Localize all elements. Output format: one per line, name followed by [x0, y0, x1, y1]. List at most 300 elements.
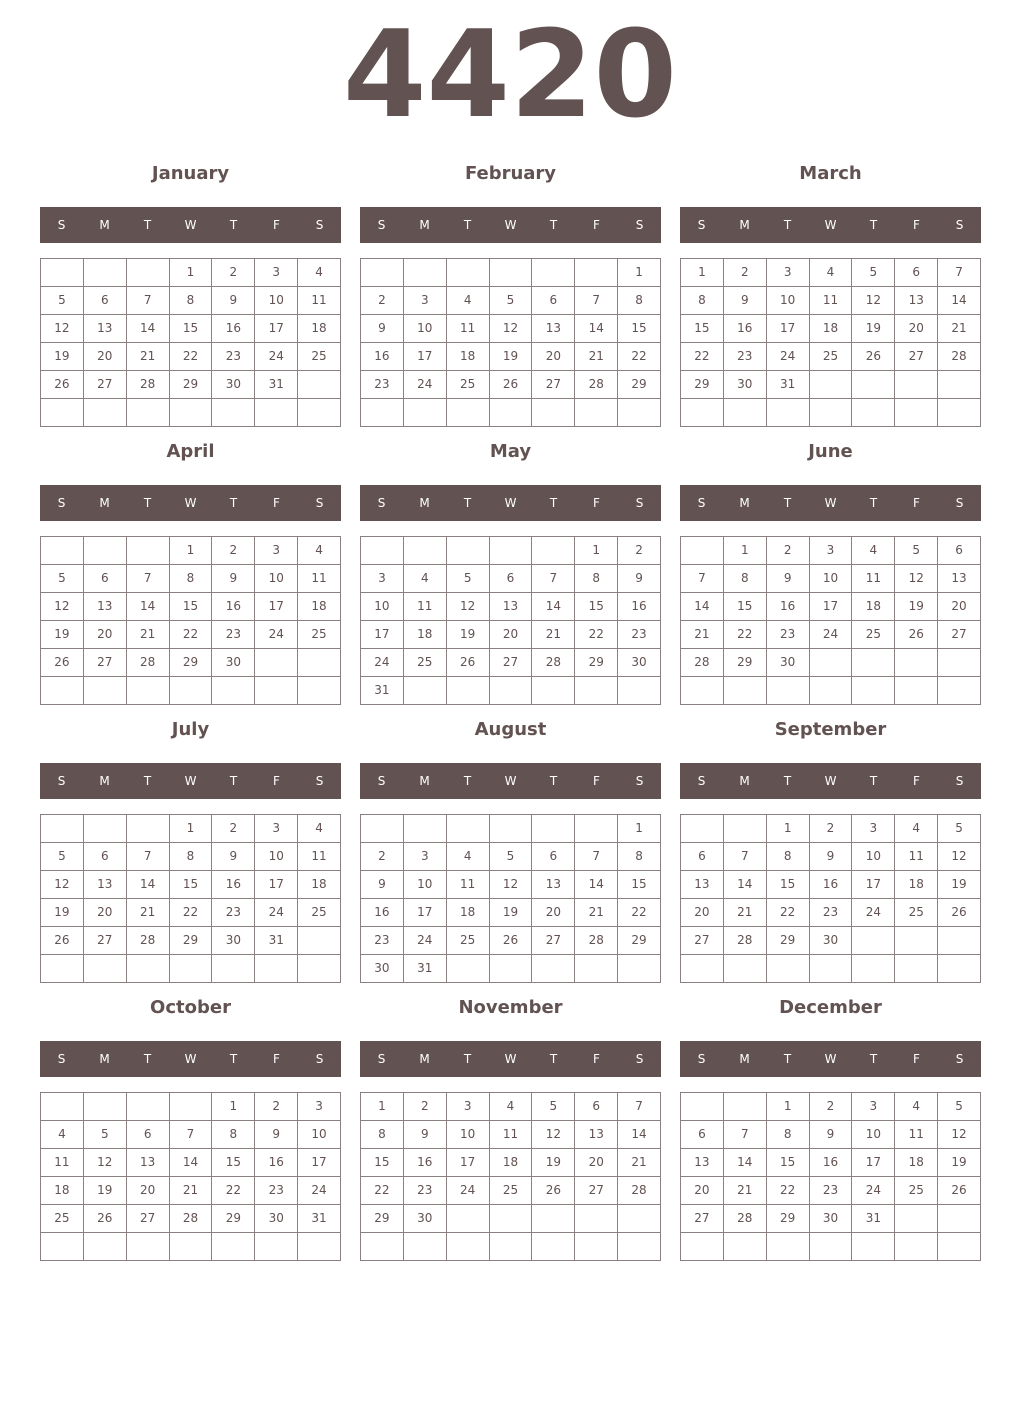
- day-cell: 30: [212, 927, 255, 955]
- weekday-label: M: [739, 774, 750, 788]
- day-cell: 1: [170, 815, 213, 843]
- day-cell: 7: [724, 843, 767, 871]
- day-cell: 19: [938, 1149, 981, 1177]
- day-cell: [127, 1093, 170, 1121]
- day-cell: 16: [212, 593, 255, 621]
- day-cell: [298, 955, 341, 983]
- day-cell: [41, 955, 84, 983]
- day-cell: 12: [41, 315, 84, 343]
- day-cell: 9: [810, 1121, 853, 1149]
- day-cell: 28: [170, 1205, 213, 1233]
- day-cell: [767, 677, 810, 705]
- day-cell: 3: [852, 815, 895, 843]
- day-cell: [212, 677, 255, 705]
- day-cell: 10: [255, 565, 298, 593]
- day-cell: 7: [575, 843, 618, 871]
- day-cell: 28: [127, 927, 170, 955]
- day-cell: [84, 955, 127, 983]
- day-cell: [41, 677, 84, 705]
- day-cell: 9: [212, 565, 255, 593]
- weekday-header: [680, 1041, 981, 1077]
- day-cell: 18: [298, 315, 341, 343]
- day-cell: 22: [618, 899, 661, 927]
- day-cell: [490, 399, 533, 427]
- day-cell: 2: [212, 259, 255, 287]
- day-cell: 19: [41, 343, 84, 371]
- day-cell: 14: [575, 315, 618, 343]
- day-cell: 23: [212, 343, 255, 371]
- day-cell: [681, 677, 724, 705]
- weekday-label: S: [955, 1052, 964, 1066]
- weekday-header: [40, 485, 341, 521]
- day-cell: [810, 677, 853, 705]
- day-cell: 29: [618, 371, 661, 399]
- day-cell: 30: [255, 1205, 298, 1233]
- weekday-label: W: [184, 218, 197, 232]
- weekday-label: T: [463, 774, 472, 788]
- day-cell: [127, 259, 170, 287]
- day-cell: [895, 1205, 938, 1233]
- day-cell: 13: [681, 1149, 724, 1177]
- day-cell: 18: [810, 315, 853, 343]
- weekday-label: S: [697, 218, 706, 232]
- day-cell: 23: [212, 899, 255, 927]
- day-cell: 19: [447, 621, 490, 649]
- day-cell: [41, 537, 84, 565]
- day-cell: 23: [724, 343, 767, 371]
- month-title: November: [458, 997, 563, 1018]
- day-cell: 26: [938, 899, 981, 927]
- day-cell: [361, 1233, 404, 1261]
- day-cell: 4: [404, 565, 447, 593]
- day-cell: 11: [895, 1121, 938, 1149]
- day-cell: 14: [170, 1149, 213, 1177]
- day-cell: [41, 259, 84, 287]
- day-cell: [404, 1233, 447, 1261]
- day-cell: [84, 1093, 127, 1121]
- day-cell: 30: [810, 1205, 853, 1233]
- day-cell: [852, 1233, 895, 1261]
- weekday-label: W: [824, 1052, 837, 1066]
- day-cell: 10: [810, 565, 853, 593]
- weekday-label: M: [739, 218, 750, 232]
- day-cell: 18: [490, 1149, 533, 1177]
- day-cell: 21: [724, 1177, 767, 1205]
- day-cell: 25: [298, 621, 341, 649]
- day-cell: 28: [575, 371, 618, 399]
- day-cell: [938, 649, 981, 677]
- day-cell: 12: [895, 565, 938, 593]
- day-cell: 28: [938, 343, 981, 371]
- day-cell: 13: [938, 565, 981, 593]
- weekday-label: T: [549, 774, 558, 788]
- weekday-label: S: [955, 496, 964, 510]
- day-cell: [532, 259, 575, 287]
- day-cell: 18: [852, 593, 895, 621]
- day-cell: [575, 399, 618, 427]
- day-cell: [938, 1205, 981, 1233]
- day-cell: [724, 815, 767, 843]
- day-cell: [41, 1233, 84, 1261]
- day-cell: 6: [938, 537, 981, 565]
- day-cell: 3: [404, 287, 447, 315]
- day-cell: 5: [532, 1093, 575, 1121]
- day-cell: [361, 259, 404, 287]
- day-cell: [895, 371, 938, 399]
- day-cell: [618, 955, 661, 983]
- day-cell: 9: [361, 315, 404, 343]
- day-cell: 10: [852, 843, 895, 871]
- day-cell: 2: [404, 1093, 447, 1121]
- day-cell: 17: [404, 343, 447, 371]
- day-cell: 27: [84, 927, 127, 955]
- day-cell: 27: [84, 649, 127, 677]
- day-cell: 24: [404, 371, 447, 399]
- day-cell: [938, 677, 981, 705]
- weekday-label: T: [229, 496, 238, 510]
- day-cell: 15: [767, 1149, 810, 1177]
- day-cell: 14: [724, 871, 767, 899]
- day-cell: 25: [41, 1205, 84, 1233]
- day-cell: 11: [447, 315, 490, 343]
- day-cell: 24: [404, 927, 447, 955]
- day-cell: 13: [895, 287, 938, 315]
- day-cell: 25: [298, 899, 341, 927]
- day-cell: 4: [852, 537, 895, 565]
- day-cell: 26: [41, 649, 84, 677]
- day-cell: 30: [212, 371, 255, 399]
- day-cell: 30: [361, 955, 404, 983]
- day-cell: 17: [447, 1149, 490, 1177]
- day-cell: 18: [298, 871, 341, 899]
- day-cell: 3: [810, 537, 853, 565]
- day-cell: 12: [84, 1149, 127, 1177]
- day-cell: 16: [361, 343, 404, 371]
- weekday-label: S: [315, 1052, 324, 1066]
- day-cell: 17: [298, 1149, 341, 1177]
- day-cell: [361, 399, 404, 427]
- weekday-header: [40, 1041, 341, 1077]
- day-cell: 4: [41, 1121, 84, 1149]
- day-cell: 30: [404, 1205, 447, 1233]
- day-cell: 10: [298, 1121, 341, 1149]
- day-cell: 8: [767, 1121, 810, 1149]
- weekday-label: W: [504, 496, 517, 510]
- day-cell: 22: [767, 899, 810, 927]
- month-september: [680, 718, 981, 988]
- day-cell: 29: [212, 1205, 255, 1233]
- day-cell: [447, 399, 490, 427]
- day-cell: [575, 1205, 618, 1233]
- month-june: [680, 440, 981, 710]
- day-cell: [724, 399, 767, 427]
- day-cell: [532, 537, 575, 565]
- day-cell: 26: [852, 343, 895, 371]
- day-cell: 25: [852, 621, 895, 649]
- day-cell: 26: [447, 649, 490, 677]
- month-title: July: [171, 719, 210, 740]
- day-cell: 19: [41, 899, 84, 927]
- day-cell: 19: [84, 1177, 127, 1205]
- day-cell: 12: [490, 315, 533, 343]
- day-cell: [681, 399, 724, 427]
- day-cell: 24: [852, 1177, 895, 1205]
- day-cell: 29: [681, 371, 724, 399]
- day-cell: 17: [361, 621, 404, 649]
- day-cell: 17: [767, 315, 810, 343]
- day-cell: 3: [255, 537, 298, 565]
- weekday-label: W: [184, 1052, 197, 1066]
- day-cell: [127, 677, 170, 705]
- day-cell: 24: [810, 621, 853, 649]
- day-cell: [938, 927, 981, 955]
- weekday-label: F: [593, 1052, 600, 1066]
- day-cell: 22: [618, 343, 661, 371]
- day-cell: 15: [212, 1149, 255, 1177]
- day-cell: [404, 677, 447, 705]
- day-cell: 16: [767, 593, 810, 621]
- weekday-label: S: [955, 774, 964, 788]
- day-cell: 19: [490, 343, 533, 371]
- day-cell: [767, 955, 810, 983]
- day-cell: 23: [767, 621, 810, 649]
- weekday-label: T: [549, 496, 558, 510]
- day-cell: 17: [852, 871, 895, 899]
- day-cell: 30: [212, 649, 255, 677]
- day-cell: 27: [938, 621, 981, 649]
- day-cell: [895, 649, 938, 677]
- day-cell: [84, 259, 127, 287]
- day-cell: 5: [938, 1093, 981, 1121]
- day-cell: 16: [810, 1149, 853, 1177]
- day-cell: 29: [170, 649, 213, 677]
- month-january: [40, 162, 341, 432]
- day-cell: 11: [895, 843, 938, 871]
- day-cell: 15: [618, 871, 661, 899]
- day-cell: 27: [127, 1205, 170, 1233]
- day-cell: 1: [767, 1093, 810, 1121]
- weekday-label: F: [913, 774, 920, 788]
- day-cell: 23: [618, 621, 661, 649]
- day-cell: 20: [127, 1177, 170, 1205]
- day-cell: 1: [575, 537, 618, 565]
- day-cell: [575, 259, 618, 287]
- day-cell: [212, 399, 255, 427]
- day-cell: [532, 955, 575, 983]
- day-cell: 14: [575, 871, 618, 899]
- day-cell: 12: [532, 1121, 575, 1149]
- day-cell: 3: [404, 843, 447, 871]
- day-cell: 19: [895, 593, 938, 621]
- day-cell: [490, 1205, 533, 1233]
- day-cell: [852, 677, 895, 705]
- day-cell: 13: [532, 315, 575, 343]
- day-cell: 3: [767, 259, 810, 287]
- day-cell: 20: [681, 1177, 724, 1205]
- day-cell: 23: [810, 1177, 853, 1205]
- day-cell: 1: [361, 1093, 404, 1121]
- day-cell: 8: [575, 565, 618, 593]
- day-cell: [767, 1233, 810, 1261]
- day-cell: [895, 1233, 938, 1261]
- day-cell: 27: [532, 927, 575, 955]
- weekday-label: F: [913, 218, 920, 232]
- day-cell: 24: [298, 1177, 341, 1205]
- weekday-label: F: [273, 218, 280, 232]
- day-cell: 9: [404, 1121, 447, 1149]
- day-cell: 1: [170, 259, 213, 287]
- day-cell: [618, 1233, 661, 1261]
- day-cell: [255, 955, 298, 983]
- day-cell: 17: [810, 593, 853, 621]
- day-cell: 21: [170, 1177, 213, 1205]
- day-cell: [490, 259, 533, 287]
- day-cell: 1: [724, 537, 767, 565]
- weekday-label: M: [99, 1052, 110, 1066]
- weekday-label: M: [739, 496, 750, 510]
- day-cell: 18: [41, 1177, 84, 1205]
- day-cell: [532, 1205, 575, 1233]
- weekday-label: M: [99, 218, 110, 232]
- weekday-label: F: [913, 496, 920, 510]
- day-cell: 29: [724, 649, 767, 677]
- day-cell: 12: [490, 871, 533, 899]
- day-cell: [724, 677, 767, 705]
- weekday-label: T: [463, 218, 472, 232]
- day-cell: 22: [724, 621, 767, 649]
- day-cell: 15: [170, 871, 213, 899]
- day-cell: [170, 955, 213, 983]
- day-cell: [852, 927, 895, 955]
- day-cell: [490, 1233, 533, 1261]
- day-cell: [532, 677, 575, 705]
- day-cell: [298, 399, 341, 427]
- weekday-label: W: [184, 774, 197, 788]
- day-cell: 20: [681, 899, 724, 927]
- month-title: December: [779, 997, 882, 1018]
- day-cell: 13: [84, 593, 127, 621]
- day-cell: [127, 537, 170, 565]
- day-cell: 4: [447, 843, 490, 871]
- day-cell: 30: [618, 649, 661, 677]
- day-cell: 18: [895, 871, 938, 899]
- day-cell: 22: [170, 343, 213, 371]
- day-cell: [447, 1233, 490, 1261]
- day-grid: [360, 536, 661, 705]
- day-cell: 31: [767, 371, 810, 399]
- day-cell: 18: [447, 343, 490, 371]
- month-title: August: [474, 719, 547, 740]
- day-cell: 9: [618, 565, 661, 593]
- day-cell: 30: [767, 649, 810, 677]
- day-cell: 7: [618, 1093, 661, 1121]
- month-title: September: [774, 719, 887, 740]
- day-cell: [938, 371, 981, 399]
- month-may: [360, 440, 661, 710]
- day-cell: 27: [84, 371, 127, 399]
- weekday-label: F: [593, 774, 600, 788]
- day-cell: 6: [681, 843, 724, 871]
- day-cell: [810, 371, 853, 399]
- day-cell: 25: [895, 899, 938, 927]
- day-cell: 24: [767, 343, 810, 371]
- day-cell: 3: [298, 1093, 341, 1121]
- day-cell: 9: [212, 287, 255, 315]
- weekday-label: S: [377, 496, 386, 510]
- day-cell: 13: [127, 1149, 170, 1177]
- weekday-label: F: [273, 496, 280, 510]
- day-cell: [404, 815, 447, 843]
- weekday-label: T: [783, 1052, 792, 1066]
- day-cell: 31: [255, 371, 298, 399]
- weekday-label: W: [824, 218, 837, 232]
- day-cell: 29: [618, 927, 661, 955]
- day-grid: [360, 258, 661, 427]
- day-cell: 10: [255, 843, 298, 871]
- day-cell: 8: [212, 1121, 255, 1149]
- day-cell: 31: [852, 1205, 895, 1233]
- day-cell: 6: [575, 1093, 618, 1121]
- day-cell: [938, 955, 981, 983]
- day-cell: 27: [490, 649, 533, 677]
- day-cell: 27: [681, 1205, 724, 1233]
- day-cell: 30: [810, 927, 853, 955]
- day-cell: [298, 927, 341, 955]
- month-title: January: [151, 163, 230, 184]
- day-grid: [40, 536, 341, 705]
- weekday-label: F: [273, 774, 280, 788]
- day-cell: 15: [681, 315, 724, 343]
- day-cell: [575, 1233, 618, 1261]
- weekday-label: T: [869, 1052, 878, 1066]
- day-cell: 25: [810, 343, 853, 371]
- day-cell: [724, 1233, 767, 1261]
- weekday-label: S: [57, 774, 66, 788]
- day-cell: 20: [84, 343, 127, 371]
- day-grid: [40, 1092, 341, 1261]
- day-cell: 18: [404, 621, 447, 649]
- day-cell: 6: [84, 565, 127, 593]
- day-cell: 20: [532, 899, 575, 927]
- weekday-label: S: [635, 774, 644, 788]
- day-cell: 7: [532, 565, 575, 593]
- day-cell: 31: [361, 677, 404, 705]
- day-cell: [127, 399, 170, 427]
- day-cell: [170, 1233, 213, 1261]
- day-cell: 18: [447, 899, 490, 927]
- day-cell: 2: [361, 843, 404, 871]
- weekday-label: T: [869, 496, 878, 510]
- day-cell: [852, 955, 895, 983]
- weekday-label: T: [783, 496, 792, 510]
- day-cell: [212, 955, 255, 983]
- day-cell: 21: [724, 899, 767, 927]
- day-cell: 20: [84, 899, 127, 927]
- day-cell: [938, 399, 981, 427]
- day-cell: 16: [212, 315, 255, 343]
- weekday-label: T: [549, 1052, 558, 1066]
- weekday-label: M: [739, 1052, 750, 1066]
- day-cell: 20: [938, 593, 981, 621]
- day-cell: 22: [575, 621, 618, 649]
- weekday-label: T: [783, 218, 792, 232]
- day-cell: 16: [212, 871, 255, 899]
- day-cell: [404, 399, 447, 427]
- weekday-header: [680, 485, 981, 521]
- day-cell: 17: [404, 899, 447, 927]
- month-title: February: [464, 163, 557, 184]
- day-cell: 20: [895, 315, 938, 343]
